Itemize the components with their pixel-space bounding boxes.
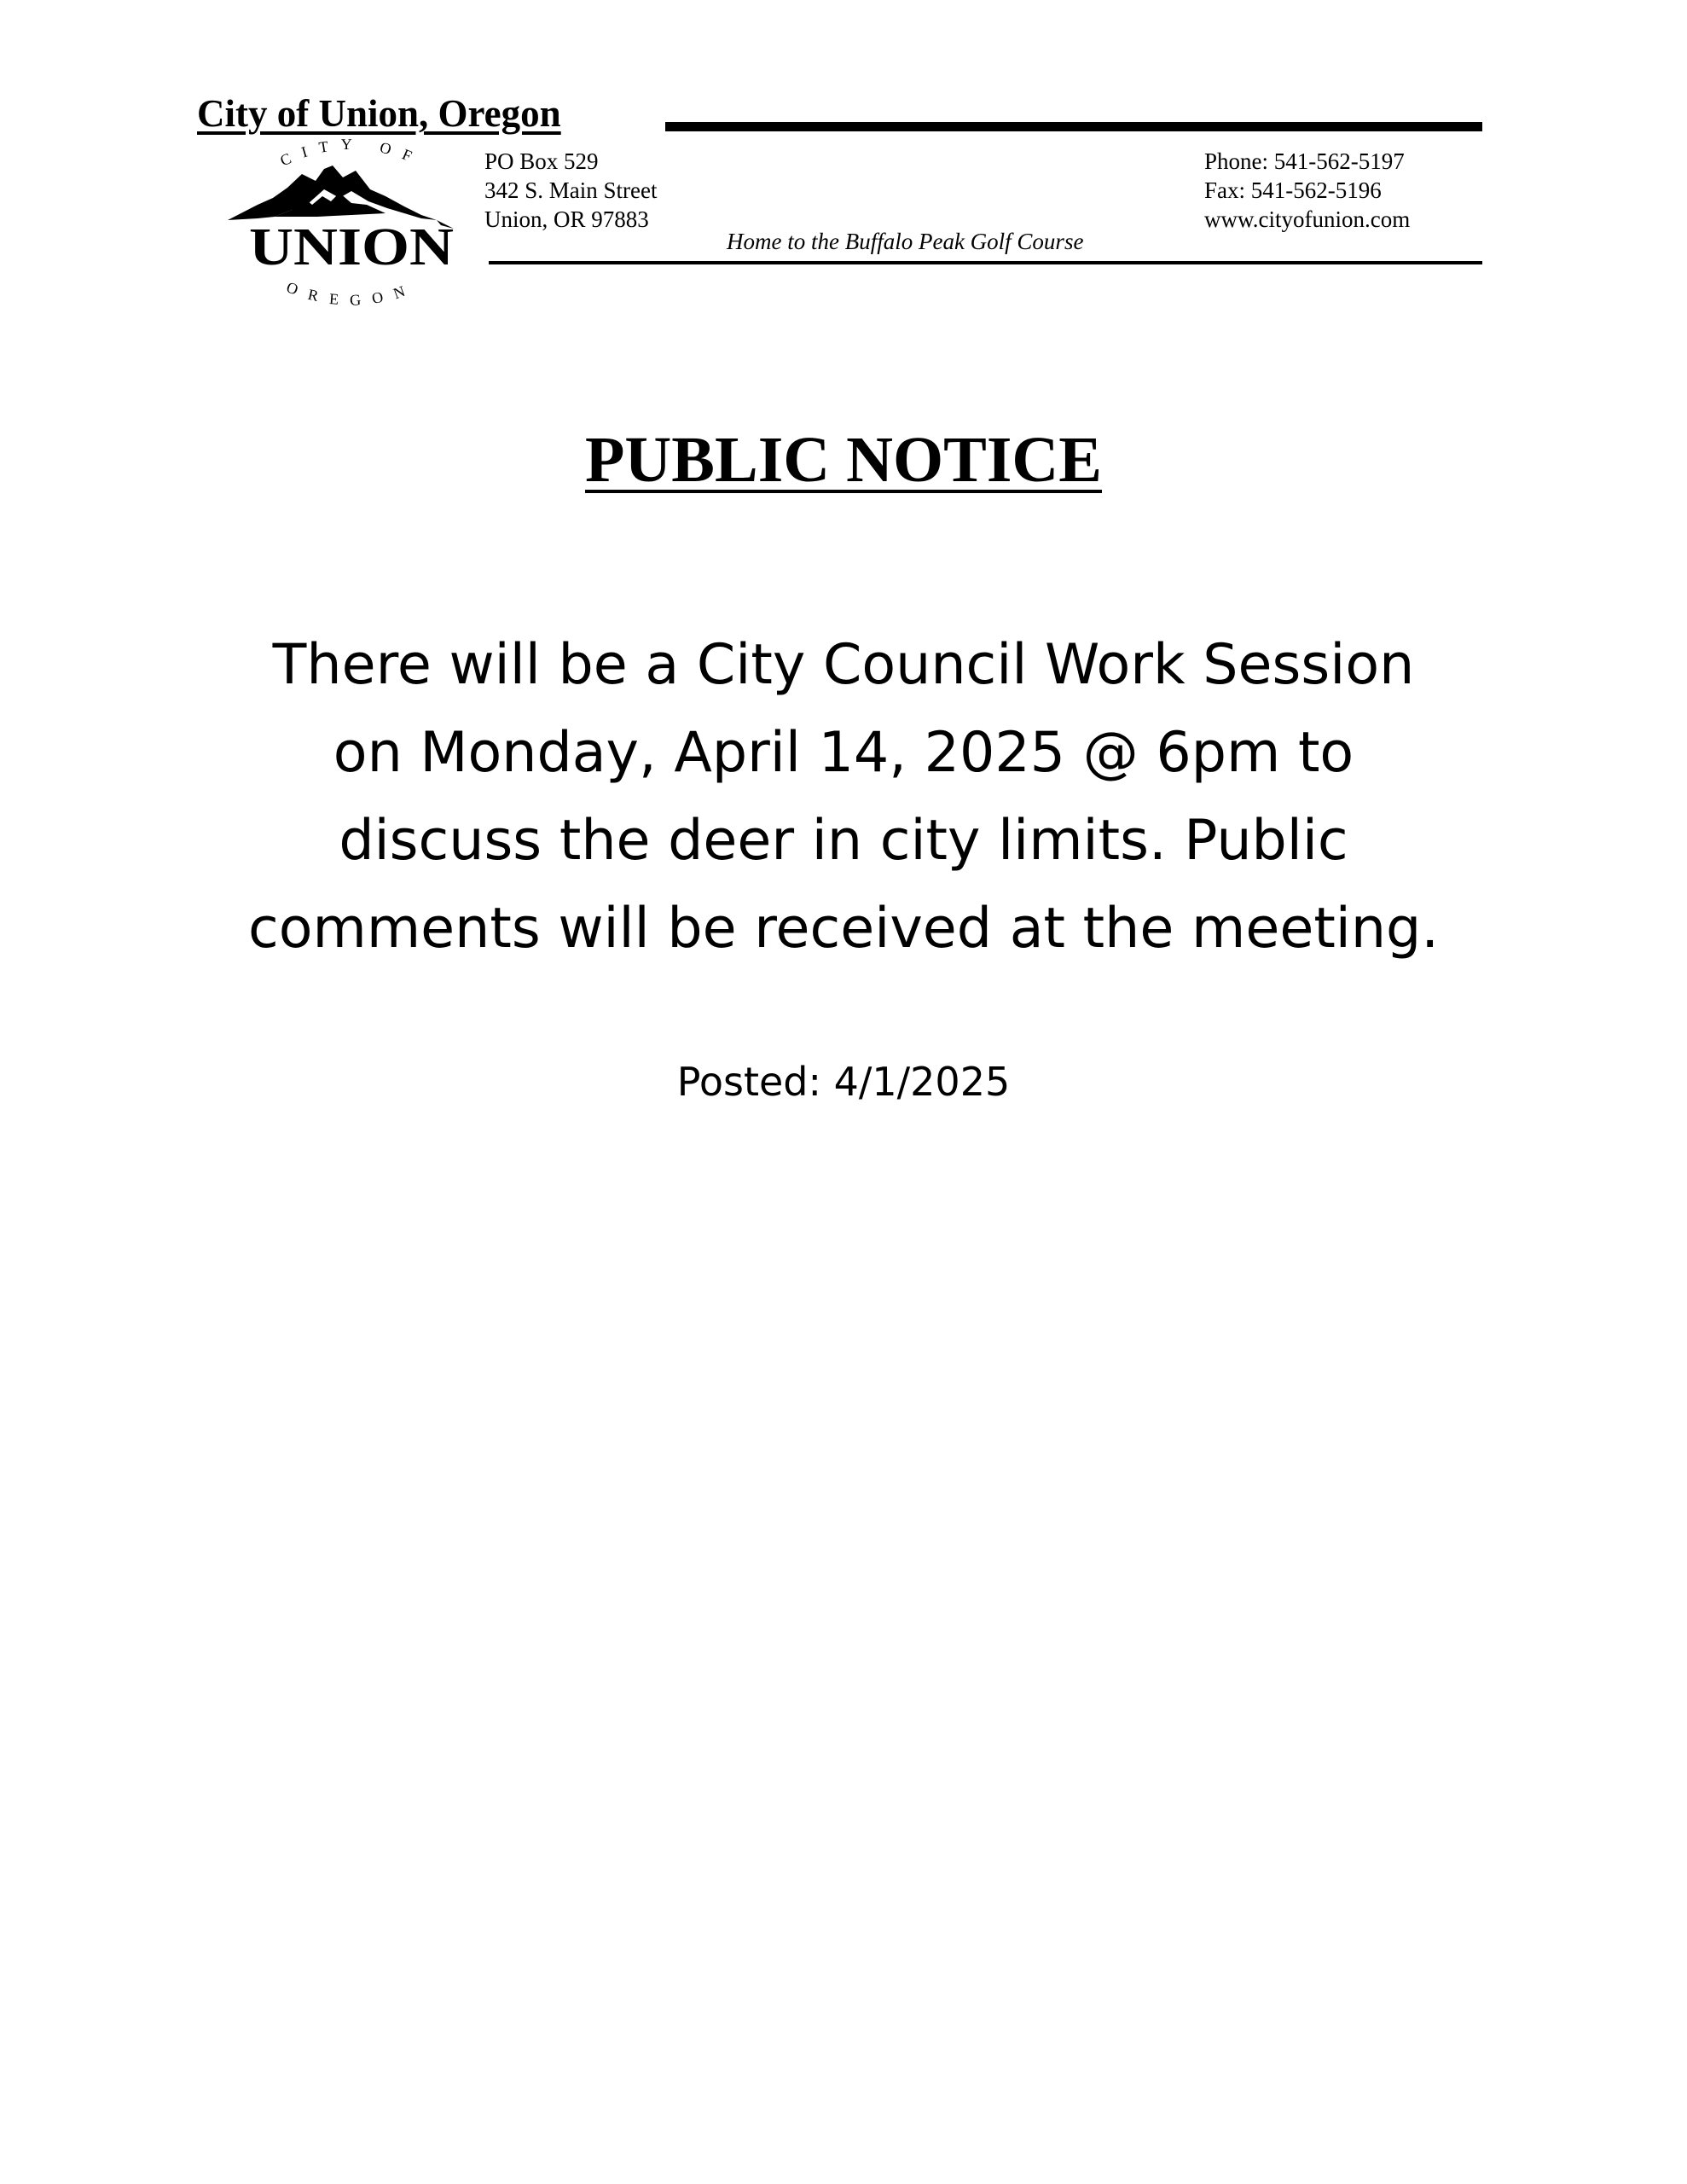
svg-text:OREGON — [284, 278, 418, 309]
address-line: Union, OR 97883 — [484, 206, 649, 232]
seal-bottom-text: OREGON — [284, 278, 419, 309]
notice-body-line: There will be a City Council Work Session — [272, 633, 1415, 697]
address-line: PO Box 529 — [484, 148, 599, 174]
notice-title: PUBLIC NOTICE — [585, 424, 1102, 496]
notice-body-line: discuss the deer in city limits. Public — [339, 809, 1348, 873]
city-seal-logo — [223, 136, 479, 320]
seal-top-text: CITY OF — [277, 136, 426, 170]
address-line: 342 S. Main Street — [484, 177, 658, 203]
notice-body — [136, 621, 1551, 973]
fax-number: Fax: 541-562-5196 — [1204, 177, 1382, 203]
notice-body-line: comments will be received at the meeting. — [248, 897, 1439, 961]
tagline: Home to the Buffalo Peak Golf Course — [727, 229, 1084, 254]
website-url: www.cityofunion.com — [1204, 206, 1411, 232]
mailing-address — [484, 147, 658, 234]
org-name: City of Union, Oregon — [197, 92, 561, 135]
seal-name: UNION — [249, 218, 454, 276]
header-rule-bottom — [489, 261, 1482, 264]
notice-title-block — [0, 421, 1687, 498]
contact-info — [1204, 147, 1410, 234]
posted-date: Posted: 4/1/2025 — [676, 1059, 1011, 1105]
notice-body-line: on Monday, April 14, 2025 @ 6pm to — [333, 721, 1354, 785]
header-rule-top — [665, 122, 1482, 131]
phone-number: Phone: 541-562-5197 — [1204, 148, 1405, 174]
svg-text:CITY OF — [277, 136, 425, 169]
